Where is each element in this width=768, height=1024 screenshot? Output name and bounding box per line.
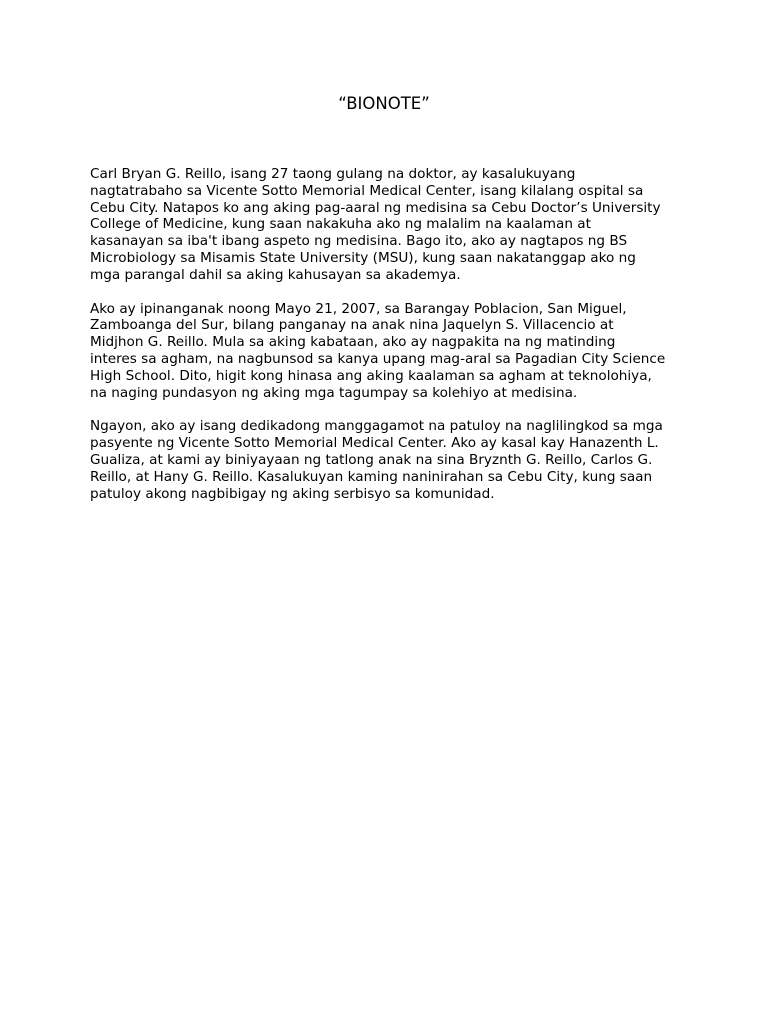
document-title: “BIONOTE” bbox=[338, 94, 430, 113]
paragraph-1: Carl Bryan G. Reillo, isang 27 taong gulang na doktor, ay kasalukuyang nagtatrabaho sa Vicente Sotto Memorial Medical Center, isang kilalang ospital sa Cebu City. Natapos ko ang aking pag-aaral ng medisina sa Cebu Doctor’s University College of Medicine, kung saan nakakuha ako ng malalim na kaalaman at kasanayan sa iba't ibang aspeto ng medisina. Bago ito, ako ay nagtapos ng BS Microbiology sa Misamis State University (MSU), kung saan nakatanggap ako ng mga parangal dahil sa aking kahusayan sa akademya. bbox=[90, 166, 661, 283]
paragraph-2: Ako ay ipinanganak noong Mayo 21, 2007, sa Barangay Poblacion, San Miguel, Zamboanga del Sur, bilang panganay na anak nina Jaquelyn S. Villacencio at Midjhon G. Reillo. Mula sa aking kabataan, ako ay nagpakita na ng matinding interes sa agham, na nagbunsod sa kanya upang mag-aral sa Pagadian City Science High School. Dito, higit kong hinasa ang aking kaalaman sa agham at teknolohiya, na naging pundasyon ng aking mga tagumpay sa kolehiyo at medisina. bbox=[90, 300, 666, 401]
paragraph-3: Ngayon, ako ay isang dedikadong manggagamot na patuloy na naglilingkod sa mga pasyente ng Vicente Sotto Memorial Medical Center. Ako ay kasal kay Hanazenth L. Gualiza, at kami ay biniyayaan ng tatlong anak na sina Bryznth G. Reillo, Carlos G. Reillo, at Hany G. Reillo. Kasalukuyan kaming naninirahan sa Cebu City, kung saan patuloy akong nagbibigay ng aking serbisyo sa komunidad. bbox=[90, 418, 663, 502]
document-body bbox=[90, 166, 680, 519]
